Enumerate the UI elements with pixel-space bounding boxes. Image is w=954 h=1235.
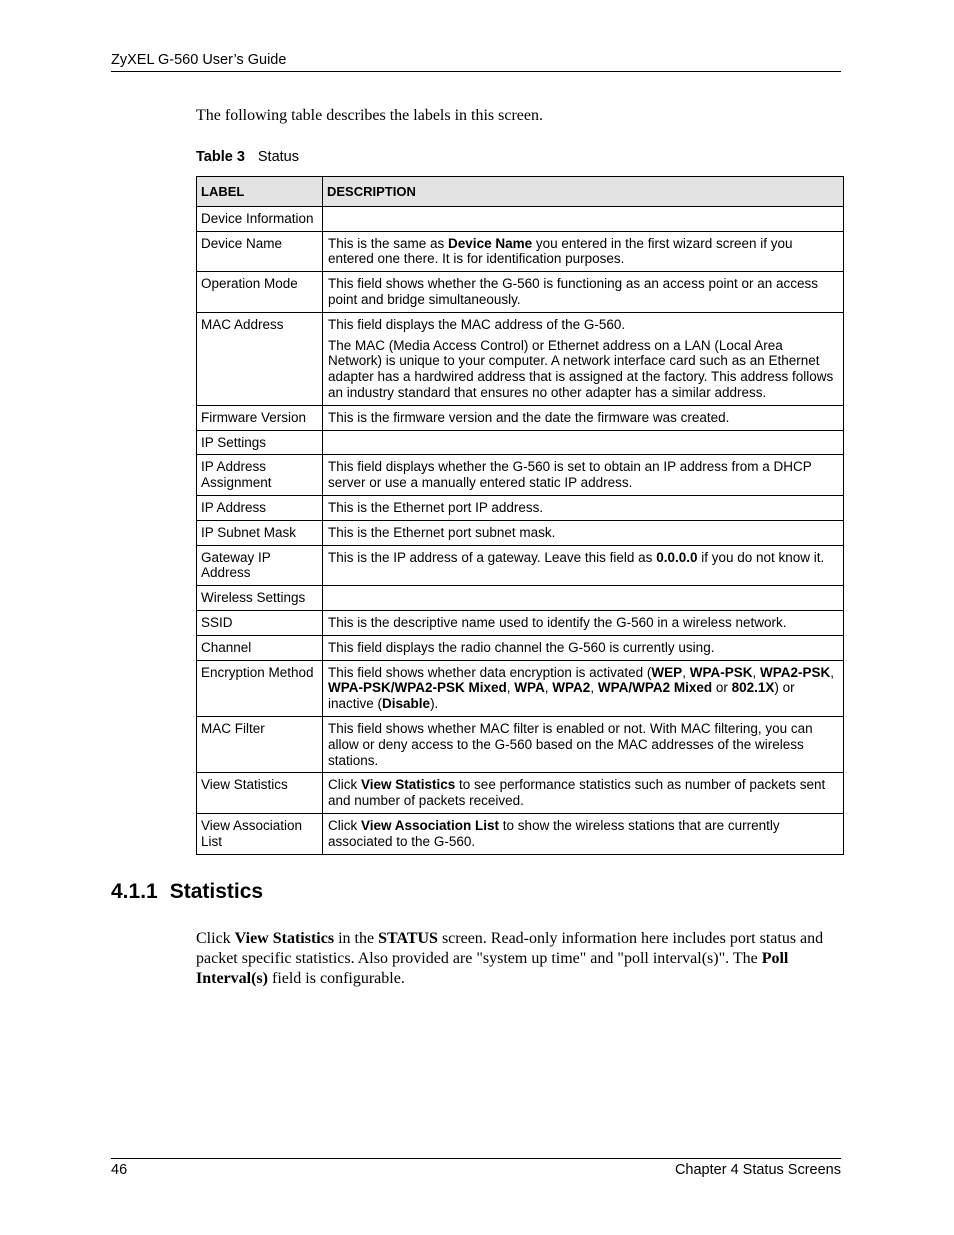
row-description: This is the descriptive name used to identify the G-560 in a wireless network. [323, 610, 844, 635]
row-label: Wireless Settings [197, 586, 323, 611]
row-label: Gateway IP Address [197, 545, 323, 586]
row-description: This field shows whether data encryption is activated (WEP, WPA-PSK, WPA2-PSK, WPA-PSK/WPA2-PSK Mixed, WPA, WPA2, WPA/WPA2 Mixed or 802.1X) or inactive (Disable). [323, 660, 844, 716]
table-row [197, 455, 844, 496]
page-header-title: ZyXEL G-560 User’s Guide [111, 52, 287, 68]
row-label: Device Name [197, 231, 323, 272]
table-row [197, 586, 844, 611]
row-label: IP Address Assignment [197, 455, 323, 496]
status-table [196, 176, 844, 855]
footer-chapter-title: Chapter 4 Status Screens [674, 1162, 841, 1178]
table-row [197, 430, 844, 455]
table-row [197, 495, 844, 520]
table-row [197, 405, 844, 430]
row-description: This is the Ethernet port IP address. [323, 495, 844, 520]
row-label: IP Subnet Mask [197, 520, 323, 545]
row-label: IP Address [197, 495, 323, 520]
table-caption-number: Table 3 [196, 149, 245, 165]
page-number: 46 [111, 1162, 128, 1178]
row-description: Click View Statistics to see performance statistics such as number of packets sent and number of packets received. [323, 773, 844, 814]
row-description [323, 430, 844, 455]
row-description: This is the same as Device Name you entered in the first wizard screen if you entered one there. It is for identification purposes. [323, 231, 844, 272]
row-label: View Statistics [197, 773, 323, 814]
table-row [197, 660, 844, 716]
table-row [197, 545, 844, 586]
row-description: This is the firmware version and the date the firmware was created. [323, 405, 844, 430]
header-rule [111, 71, 841, 72]
table-row [197, 206, 844, 231]
row-label: IP Settings [197, 430, 323, 455]
row-label: Device Information [197, 206, 323, 231]
section-title: Statistics [169, 880, 264, 903]
row-label: SSID [197, 610, 323, 635]
table-caption [196, 149, 299, 165]
column-header-description: DESCRIPTION [323, 177, 844, 207]
row-description: Click View Association List to show the wireless stations that are currently associated to the G-560. [323, 813, 844, 854]
table-row [197, 312, 844, 405]
table-row [197, 773, 844, 814]
table-row [197, 231, 844, 272]
row-label: MAC Address [197, 312, 323, 405]
section-number: 4.1.1 [111, 880, 158, 903]
row-description: This field displays the MAC address of the G-560. The MAC (Media Access Control) or Ethernet address on a LAN (Local Area Network) is unique to your computer. A network interface card such as an Ethernet adapter has a hardwired address that is assigned at the factory. This address follows an industry standard that ensures no other adapter has a similar address. [323, 312, 844, 405]
row-description: This field displays the radio channel the G-560 is currently using. [323, 635, 844, 660]
table-row [197, 716, 844, 772]
row-label: Firmware Version [197, 405, 323, 430]
section-paragraph: Click View Statistics in the STATUS screen. Read-only information here includes port status and packet specific statistics. Also provided are "system up time" and "poll interval(s)". The Poll Interval(s) field is configurable. [196, 930, 824, 987]
row-description [323, 586, 844, 611]
footer-rule [111, 1158, 841, 1159]
table-row [197, 813, 844, 854]
intro-paragraph: The following table describes the labels in this screen. [196, 107, 544, 124]
table-header-row [197, 177, 844, 207]
table-row [197, 635, 844, 660]
row-description [323, 206, 844, 231]
table-row [197, 610, 844, 635]
column-header-label: LABEL [197, 177, 323, 207]
row-label: Channel [197, 635, 323, 660]
table-row [197, 272, 844, 313]
row-description: This field shows whether the G-560 is functioning as an access point or an access point and bridge simultaneously. [323, 272, 844, 313]
row-label: MAC Filter [197, 716, 323, 772]
row-label: Operation Mode [197, 272, 323, 313]
row-label: View Association List [197, 813, 323, 854]
row-description: This field shows whether MAC filter is enabled or not. With MAC filtering, you can allow or deny access to the G-560 based on the MAC addresses of the wireless stations. [323, 716, 844, 772]
section-heading [111, 880, 263, 904]
row-description: This field displays whether the G-560 is set to obtain an IP address from a DHCP server or use a manually entered static IP address. [323, 455, 844, 496]
row-description: This is the Ethernet port subnet mask. [323, 520, 844, 545]
row-label: Encryption Method [197, 660, 323, 716]
row-description: This is the IP address of a gateway. Leave this field as 0.0.0.0 if you do not know it. [323, 545, 844, 586]
table-row [197, 520, 844, 545]
table-caption-title: Status [257, 149, 299, 165]
